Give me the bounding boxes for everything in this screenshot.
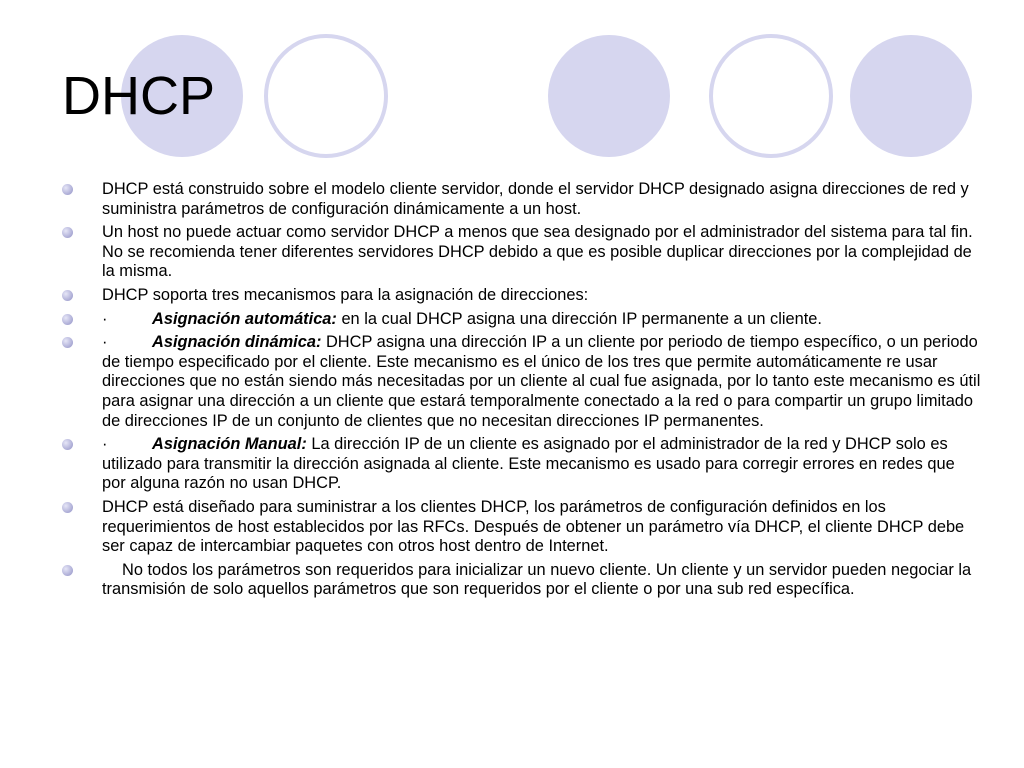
bullet-icon — [62, 502, 73, 513]
bullet-text: DHCP soporta tres mecanismos para la asignación de direcciones: — [102, 285, 589, 304]
bullet-text: DHCP asigna una dirección IP a un cliente por periodo de tiempo específico, o un periodo de tiempo especificado por el cliente. Este mecanismo es el único de los tres que permite automáticamente re usar direcciones que no están siendo más necesitadas por un cliente al cual fue asignada, por lo tanto este mecanismo es útil para asignar una dirección a un cliente que estará temporalmente conectado a la red o para compartir un grupo limitado de direcciones IP de un conjunto de clientes que no necesitan direcciones IP permanentes. — [102, 333, 981, 430]
bullet-text: DHCP está diseñado para suministrar a los clientes DHCP, los parámetros de configuración definidos en los requerimientos de host establecidos por las RFCs. Después de obtener un parámetro vía DHCP, el cliente DHCP debe ser capaz de intercambiar paquetes con otros host dentro de Internet. — [102, 497, 965, 556]
list-item — [62, 333, 982, 431]
list-item — [62, 286, 982, 306]
bullet-icon — [62, 184, 73, 195]
list-item — [62, 310, 982, 330]
bullet-text: Un host no puede actuar como servidor DHCP a menos que sea designado por el administrador del sistema para tal fin. No se recomienda tener diferentes servidores DHCP debido a que es posible duplicar direcciones por la complejidad de la misma. — [102, 223, 973, 281]
middle-dot-mark: · — [102, 435, 108, 454]
middle-dot-mark: · — [102, 309, 108, 328]
bullet-text: No todos los parámetros son requeridos para inicializar un nuevo cliente. Un cliente y un servidor pueden negociar la transmisión de solo aquellos parámetros que son requeridos por el cliente o por una sub red específica. — [102, 560, 972, 599]
list-item — [62, 435, 982, 494]
bullet-text: La dirección IP de un cliente es asignado por el administrador de la red y DHCP solo es utilizado para transmitir la dirección asignada al cliente. Este mecanismo es usado para corregir errores en redes que por alguna razón no usan DHCP. — [102, 435, 955, 493]
outline-circle-2 — [266, 36, 386, 156]
filled-circle-5 — [850, 35, 972, 157]
bullet-icon — [62, 227, 73, 238]
list-item — [62, 561, 982, 600]
mechanism-label: Asignación automática: — [152, 309, 337, 328]
outline-circle-4 — [711, 36, 831, 156]
mechanism-label: Asignación Manual: — [152, 435, 307, 454]
bullet-icon — [62, 290, 73, 301]
slide-title: DHCP — [62, 66, 216, 126]
bullet-text: DHCP está construido sobre el modelo cliente servidor, donde el servidor DHCP designado asigna direcciones de red y suministra parámetros de configuración dinámicamente a un host. — [102, 180, 969, 218]
bullet-icon — [62, 337, 73, 348]
bullet-icon — [62, 439, 73, 450]
mechanism-label: Asignación dinámica: — [152, 333, 322, 352]
list-item — [62, 498, 982, 557]
list-item — [62, 223, 982, 282]
bullet-icon — [62, 314, 73, 325]
filled-circle-3 — [548, 35, 670, 157]
bullet-icon — [62, 565, 73, 576]
bullet-list — [62, 180, 982, 604]
list-item — [62, 180, 982, 219]
bullet-text: en la cual DHCP asigna una dirección IP permanente a un cliente. — [336, 309, 822, 328]
middle-dot-mark: · — [102, 333, 108, 352]
